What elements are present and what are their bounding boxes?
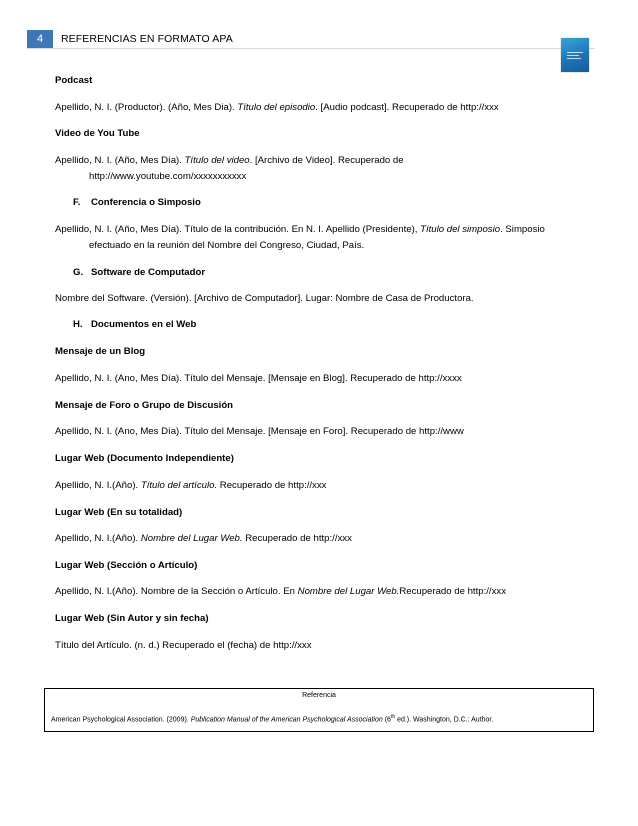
youtube-entry-line2: http://www.youtube.com/xxxxxxxxxxx xyxy=(89,171,247,182)
lugar-seccion-entry xyxy=(55,586,506,598)
lugar-indep-entry xyxy=(55,480,326,492)
blog-entry: Apellido, N. I. (Ano, Mes Día). Título del Mensaje. [Mensaje en Blog]. Recuperado de http://xxxx xyxy=(55,373,462,384)
citation-text: American Psychological Association. (2009). xyxy=(51,716,191,724)
entry-text: Apellido, N. I.(Año). xyxy=(55,533,141,544)
entry-text: Apellido, N. I.(Año). xyxy=(55,480,141,491)
citation-text: (6 xyxy=(382,716,391,724)
entry-title-italic: Título del simposio xyxy=(420,224,501,235)
foro-heading: Mensaje de Foro o Grupo de Discusión xyxy=(55,400,234,411)
section-title: Documentos en el Web xyxy=(91,319,197,330)
section-title: Software de Computador xyxy=(91,267,206,278)
section-letter: H. xyxy=(73,319,83,330)
reference-heading: Referencia xyxy=(302,692,336,699)
entry-title-italic: Título del artículo. xyxy=(140,480,218,491)
entry-text: . Simposio xyxy=(500,224,545,235)
reference-box xyxy=(44,688,594,732)
entry-text: . [Audio podcast]. Recuperado de http://xxx xyxy=(315,102,499,113)
entry-title-italic: Nombre del Lugar Web. xyxy=(297,586,400,597)
lugar-sinautor-entry: Título del Artículo. (n. d.) Recuperado el (fecha) de http://xxx xyxy=(55,640,312,651)
youtube-entry xyxy=(55,155,404,167)
lugar-seccion-heading: Lugar Web (Sección o Artículo) xyxy=(55,560,198,571)
entry-title-italic: Título del episodio xyxy=(237,102,316,113)
entry-text: Apellido, N. I. (Año, Mes Día). xyxy=(55,155,185,166)
citation-text: ed.). Washington, D.C.: Author. xyxy=(395,716,494,724)
entry-title-italic: Nombre del Lugar Web. xyxy=(140,533,243,544)
citation-superscript: th xyxy=(390,714,396,720)
entry-text: Apellido, N. I.(Año). Nombre de la Sección o Artículo. En xyxy=(55,586,298,597)
apa-manual-cover-icon xyxy=(561,38,589,72)
entry-title-italic: Título del video xyxy=(184,155,250,166)
page-number: 4 xyxy=(27,30,53,48)
section-g-heading xyxy=(73,267,205,279)
foro-entry: Apellido, N. I. (Ano, Mes Día). Título del Mensaje. [Mensaje en Foro]. Recuperado de http://www xyxy=(55,426,464,437)
section-f-heading xyxy=(73,197,201,209)
header-title: REFERENCIAS EN FORMATO APA xyxy=(61,33,233,45)
header-divider xyxy=(27,48,595,49)
entry-text: Recuperado de http://xxx xyxy=(217,480,327,491)
entry-text: Apellido, N. I. (Año, Mes Día). Título de la contribución. En N. I. Apellido (Presidente), xyxy=(55,224,421,235)
section-letter: G. xyxy=(73,267,84,278)
citation-title-italic: Publication Manual of the American Psychological Association xyxy=(190,716,383,724)
podcast-entry xyxy=(55,102,499,114)
section-title: Conferencia o Simposio xyxy=(91,197,201,208)
section-letter: F. xyxy=(73,197,81,208)
reference-citation xyxy=(51,714,493,723)
entry-text: Recuperado de http://xxx xyxy=(242,533,352,544)
conferencia-entry xyxy=(55,224,545,236)
podcast-heading: Podcast xyxy=(55,75,93,86)
conferencia-entry-line2: efectuado en la reunión del Nombre del Congreso, Ciudad, País. xyxy=(89,240,365,251)
software-entry: Nombre del Software. (Versión). [Archivo de Computador]. Lugar: Nombre de Casa de Productora. xyxy=(55,293,474,304)
entry-text: . [Archivo de Video]. Recuperado de xyxy=(249,155,404,166)
lugar-total-heading: Lugar Web (En su totalidad) xyxy=(55,507,183,518)
lugar-sinautor-heading: Lugar Web (Sin Autor y sin fecha) xyxy=(55,613,209,624)
lugar-indep-heading: Lugar Web (Documento Independiente) xyxy=(55,453,234,464)
youtube-heading: Video de You Tube xyxy=(55,128,140,139)
section-h-heading xyxy=(73,319,196,331)
lugar-total-entry xyxy=(55,533,352,545)
entry-text: Recuperado de http://xxx xyxy=(399,586,506,597)
blog-heading: Mensaje de un Blog xyxy=(55,346,146,357)
entry-text: Apellido, N. I. (Productor). (Año, Mes Dia). xyxy=(55,102,238,113)
